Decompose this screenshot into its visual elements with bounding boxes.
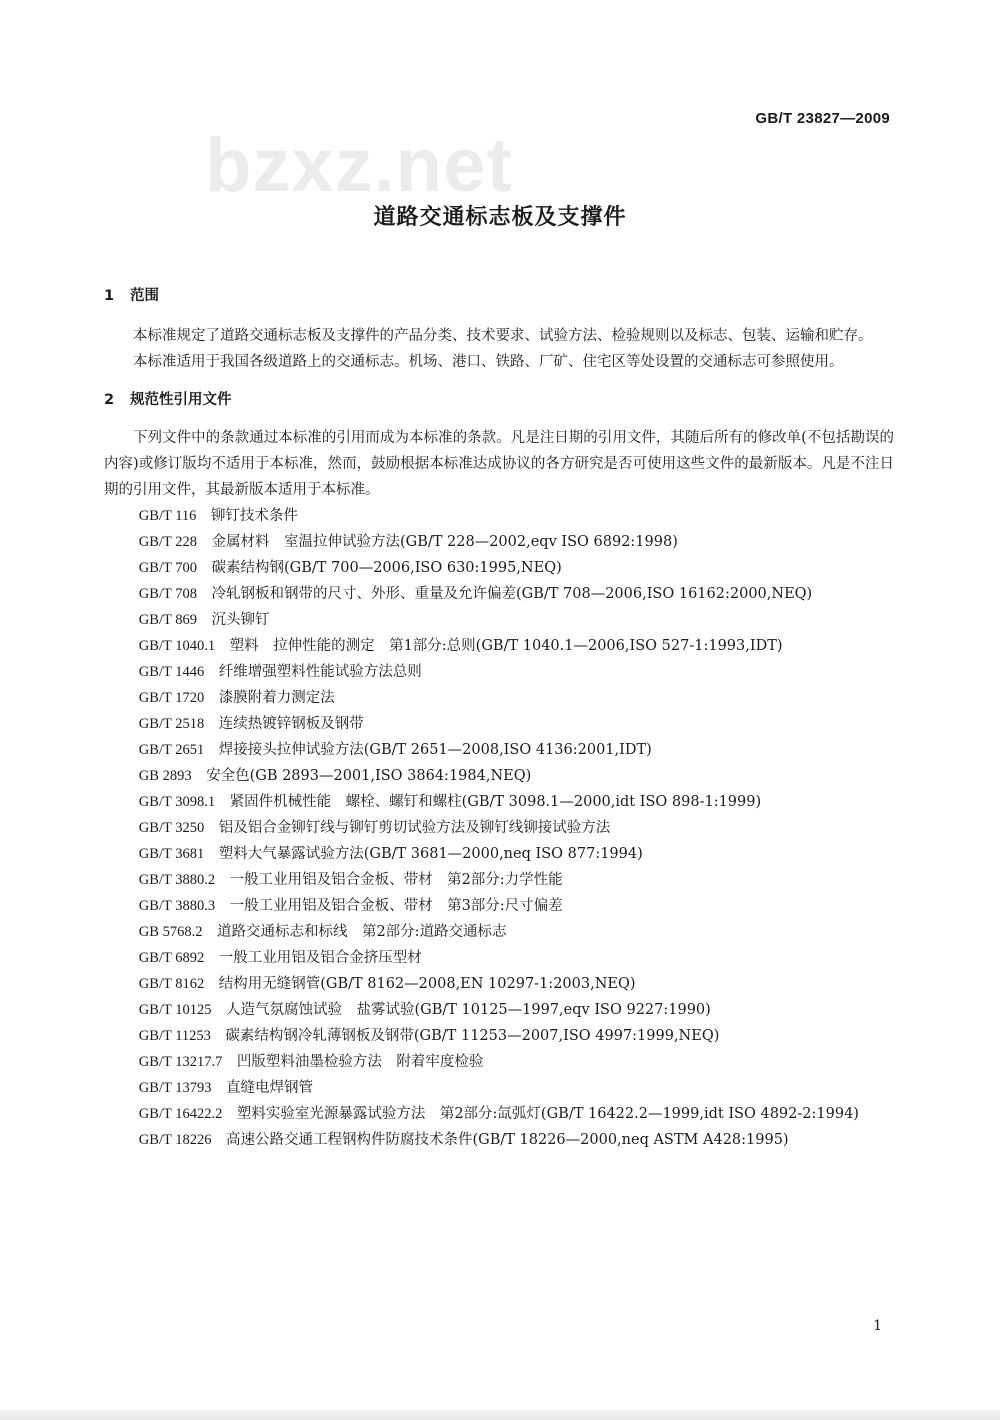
reference-item: [104, 737, 894, 763]
reference-code: GB/T 3250: [138, 820, 205, 836]
reference-code: GB/T 708: [138, 586, 197, 602]
reference-code: GB/T 1040.1: [138, 638, 216, 654]
paragraph: 本标准适用于我国各级道路上的交通标志。机场、港口、铁路、厂矿、住宅区等处设置的交通标志可参照使用。: [133, 354, 844, 370]
reference-code: GB/T 3880.2: [138, 872, 216, 888]
reference-code: GB/T 228: [138, 534, 197, 550]
reference-item: [104, 1101, 894, 1127]
reference-code: GB/T 116: [138, 508, 197, 524]
reference-title: 连续热镀锌钢板及钢带: [218, 716, 364, 732]
section-heading-scope: [104, 283, 894, 309]
reference-item: [104, 763, 894, 789]
reference-item: [104, 659, 894, 685]
reference-code: GB/T 3880.3: [138, 898, 216, 914]
reference-item: [104, 815, 894, 841]
reference-item: [104, 503, 894, 529]
reference-title: 紧固件机械性能 螺栓、螺钉和螺柱(GB/T 3098.1—2000,idt ISO 898-1:1999): [229, 794, 762, 810]
reference-title: 直缝电焊钢管: [225, 1080, 313, 1096]
reference-title: 安全色(GB 2893—2001,ISO 3864:1984,NEQ): [206, 768, 532, 784]
page-edge: [0, 1410, 1000, 1420]
reference-item: [104, 867, 894, 893]
section-number: 1: [104, 288, 115, 304]
reference-code: GB/T 869: [138, 612, 197, 628]
reference-code: GB/T 3681: [138, 846, 205, 862]
reference-code: GB/T 8162: [138, 976, 205, 992]
reference-item: [104, 1127, 894, 1153]
document-title: 道路交通标志板及支撑件: [373, 205, 627, 230]
reference-title: 沉头铆钉: [211, 612, 270, 628]
reference-item: [104, 555, 894, 581]
reference-item: [104, 581, 894, 607]
reference-code: GB/T 11253: [138, 1028, 211, 1044]
page-number: 1: [873, 1318, 882, 1334]
reference-item: [104, 789, 894, 815]
reference-item: [104, 919, 894, 945]
reference-item: [104, 711, 894, 737]
reference-title: 塑料大气暴露试验方法(GB/T 3681—2000,neq ISO 877:1994): [218, 846, 643, 862]
reference-code: GB/T 10125: [138, 1002, 212, 1018]
reference-item: [104, 945, 894, 971]
reference-title: 凹版塑料油墨检验方法 附着牢度检验: [236, 1054, 484, 1070]
reference-code: GB/T 6892: [138, 950, 205, 966]
reference-code: GB/T 2518: [138, 716, 205, 732]
paragraph: 本标准规定了道路交通标志板及支撑件的产品分类、技术要求、试验方法、检验规则以及标志、包装、运输和贮存。: [133, 328, 873, 344]
reference-code: GB/T 700: [138, 560, 197, 576]
section-title: 规范性引用文件: [130, 392, 232, 408]
reference-code: GB/T 1720: [138, 690, 205, 706]
reference-item: [104, 633, 894, 659]
reference-title: 铝及铝合金铆钉线与铆钉剪切试验方法及铆钉线铆接试验方法: [218, 820, 611, 836]
document-body: [104, 283, 894, 1153]
reference-item: [104, 685, 894, 711]
reference-list: [104, 503, 894, 1153]
reference-code: GB 5768.2: [138, 924, 203, 940]
reference-title: 金属材料 室温拉伸试验方法(GB/T 228—2002,eqv ISO 6892:1998): [211, 534, 678, 550]
reference-code: GB/T 13793: [138, 1080, 212, 1096]
section-heading-normative-references: [104, 387, 894, 413]
reference-item: [104, 1075, 894, 1101]
reference-title: 碳素结构钢(GB/T 700—2006,ISO 630:1995,NEQ): [211, 560, 562, 576]
reference-code: GB/T 2651: [138, 742, 205, 758]
reference-title: 焊接接头拉伸试验方法(GB/T 2651—2008,ISO 4136:2001,IDT): [218, 742, 652, 758]
reference-title: 一般工业用铝及铝合金挤压型材: [218, 950, 422, 966]
reference-item: [104, 529, 894, 555]
reference-title: 塑料 拉伸性能的测定 第1部分:总则(GB/T 1040.1—2006,ISO 527-1:1993,IDT): [229, 638, 783, 654]
reference-item: [104, 841, 894, 867]
reference-item: [104, 1023, 894, 1049]
reference-title: 冷轧钢板和钢带的尺寸、外形、重量及允许偏差(GB/T 708—2006,ISO 16162:2000,NEQ): [211, 586, 813, 602]
watermark: bzxz.net: [205, 123, 513, 208]
reference-title: 人造气氛腐蚀试验 盐雾试验(GB/T 10125—1997,eqv ISO 9227:1990): [225, 1002, 711, 1018]
reference-code: GB/T 13217.7: [138, 1054, 223, 1070]
reference-title: 一般工业用铝及铝合金板、带材 第3部分:尺寸偏差: [229, 898, 563, 914]
reference-item: [104, 971, 894, 997]
reference-code: GB 2893: [138, 768, 192, 784]
section-title: 范围: [130, 288, 159, 304]
reference-item: [104, 997, 894, 1023]
reference-title: 高速公路交通工程钢构件防腐技术条件(GB/T 18226—2000,neq ASTM A428:1995): [225, 1132, 789, 1148]
reference-title: 结构用无缝钢管(GB/T 8162—2008,EN 10297-1:2003,NEQ): [218, 976, 636, 992]
reference-title: 纤维增强塑料性能试验方法总则: [218, 664, 422, 680]
reference-item: [104, 893, 894, 919]
paragraph: 下列文件中的条款通过本标准的引用而成为本标准的条款。凡是注日期的引用文件，其随后所有的修改单(不包括勘误的内容)或修订版均不适用于本标准，然而，鼓励根据本标准达成协议的各方研究是否可使用这些文件的最新版本。凡是不注日期的引用文件，其最新版本适用于本标准。: [104, 430, 894, 498]
reference-title: 道路交通标志和标线 第2部分:道路交通标志: [216, 924, 507, 940]
reference-code: GB/T 3098.1: [138, 794, 216, 810]
reference-title: 塑料实验室光源暴露试验方法 第2部分:氙弧灯(GB/T 16422.2—1999,idt ISO 4892-2:1994): [236, 1106, 859, 1122]
reference-title: 碳素结构钢冷轧薄钢板及钢带(GB/T 11253—2007,ISO 4997:1999,NEQ): [225, 1028, 720, 1044]
reference-title: 铆钉技术条件: [210, 508, 298, 524]
reference-code: GB/T 1446: [138, 664, 205, 680]
reference-title: 漆膜附着力测定法: [218, 690, 335, 706]
reference-code: GB/T 16422.2: [138, 1106, 223, 1122]
reference-item: [104, 607, 894, 633]
reference-item: [104, 1049, 894, 1075]
standard-number: GB/T 23827—2009: [755, 110, 890, 127]
reference-code: GB/T 18226: [138, 1132, 212, 1148]
section-number: 2: [104, 392, 115, 408]
reference-title: 一般工业用铝及铝合金板、带材 第2部分:力学性能: [229, 872, 563, 888]
